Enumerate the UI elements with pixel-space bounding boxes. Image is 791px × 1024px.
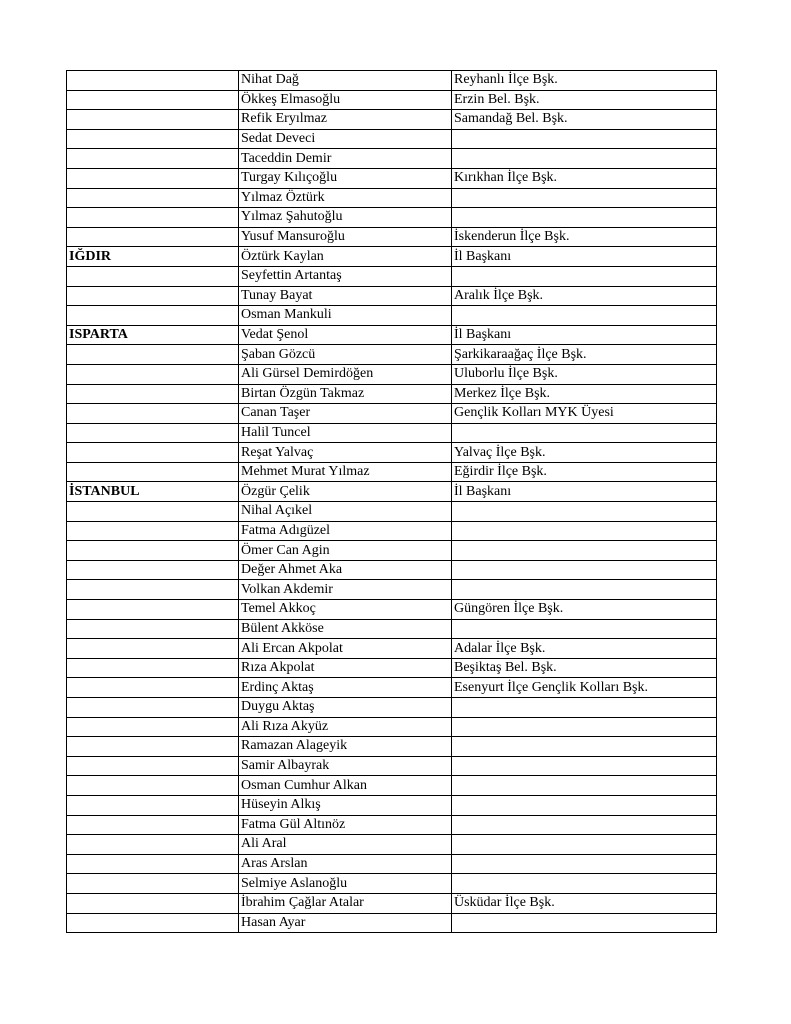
province-cell [67,717,239,737]
name-cell: Refik Eryılmaz [239,110,452,130]
name-cell: Reşat Yalvaç [239,443,452,463]
province-cell [67,90,239,110]
table-row [67,658,717,678]
table-row [67,306,717,326]
name-cell: Turgay Kılıçoğlu [239,168,452,188]
province-cell: IĞDIR [67,247,239,267]
name-cell: Taceddin Demir [239,149,452,169]
table-row [67,756,717,776]
name-cell: Rıza Akpolat [239,658,452,678]
roster-table-body [67,71,717,933]
province-cell [67,874,239,894]
name-cell: Halil Tuncel [239,423,452,443]
role-cell: Yalvaç İlçe Bşk. [452,443,717,463]
province-cell: İSTANBUL [67,482,239,502]
table-row [67,90,717,110]
table-row [67,364,717,384]
province-cell [67,913,239,933]
role-cell [452,619,717,639]
role-cell [452,502,717,522]
role-cell: Samandağ Bel. Bşk. [452,110,717,130]
province-cell [67,188,239,208]
role-cell [452,717,717,737]
table-row [67,502,717,522]
province-cell [67,815,239,835]
table-row [67,835,717,855]
name-cell: Öztürk Kaylan [239,247,452,267]
name-cell: Fatma Adıgüzel [239,521,452,541]
province-cell [67,580,239,600]
role-cell [452,756,717,776]
name-cell: Sedat Deveci [239,129,452,149]
name-cell: Fatma Gül Altınöz [239,815,452,835]
province-cell [67,776,239,796]
province-cell [67,521,239,541]
name-cell: Seyfettin Artantaş [239,266,452,286]
name-cell: Selmiye Aslanoğlu [239,874,452,894]
table-row [67,325,717,345]
name-cell: Duygu Aktaş [239,698,452,718]
name-cell: Yılmaz Öztürk [239,188,452,208]
province-cell [67,110,239,130]
province-cell [67,227,239,247]
table-row [67,521,717,541]
province-cell [67,266,239,286]
province-cell [67,384,239,404]
name-cell: Yusuf Mansuroğlu [239,227,452,247]
table-row [67,247,717,267]
role-cell: Eğirdir İlçe Bşk. [452,462,717,482]
province-cell [67,698,239,718]
name-cell: Birtan Özgün Takmaz [239,384,452,404]
province-cell [67,619,239,639]
name-cell: Ali Rıza Akyüz [239,717,452,737]
role-cell [452,795,717,815]
role-cell [452,306,717,326]
role-cell: İskenderun İlçe Bşk. [452,227,717,247]
name-cell: Ali Gürsel Demirdöğen [239,364,452,384]
table-row [67,913,717,933]
name-cell: Hasan Ayar [239,913,452,933]
role-cell [452,149,717,169]
province-cell [67,462,239,482]
table-row [67,795,717,815]
table-row [67,462,717,482]
table-row [67,815,717,835]
table-row [67,541,717,561]
province-cell [67,737,239,757]
table-row [67,893,717,913]
role-cell: Erzin Bel. Bşk. [452,90,717,110]
name-cell: Yılmaz Şahutoğlu [239,208,452,228]
province-cell [67,541,239,561]
name-cell: Ramazan Alageyik [239,737,452,757]
table-row [67,619,717,639]
name-cell: Aras Arslan [239,854,452,874]
name-cell: Ökkeş Elmasoğlu [239,90,452,110]
role-cell: Beşiktaş Bel. Bşk. [452,658,717,678]
role-cell: Merkez İlçe Bşk. [452,384,717,404]
province-cell [67,443,239,463]
name-cell: Hüseyin Alkış [239,795,452,815]
role-cell [452,266,717,286]
role-cell [452,913,717,933]
province-cell [67,835,239,855]
role-cell: Üsküdar İlçe Bşk. [452,893,717,913]
province-cell [67,560,239,580]
province-cell [67,795,239,815]
role-cell [452,698,717,718]
name-cell: Ali Aral [239,835,452,855]
role-cell: Gençlik Kolları MYK Üyesi [452,404,717,424]
name-cell: Vedat Şenol [239,325,452,345]
table-row [67,345,717,365]
table-row [67,737,717,757]
province-cell [67,129,239,149]
role-cell [452,815,717,835]
role-cell: Kırıkhan İlçe Bşk. [452,168,717,188]
province-cell [67,168,239,188]
province-cell [67,423,239,443]
role-cell [452,541,717,561]
table-row [67,639,717,659]
role-cell [452,776,717,796]
role-cell [452,737,717,757]
table-row [67,776,717,796]
name-cell: Şaban Gözcü [239,345,452,365]
province-cell [67,149,239,169]
table-row [67,580,717,600]
role-cell [452,835,717,855]
role-cell [452,874,717,894]
table-row [67,149,717,169]
province-cell [67,345,239,365]
table-row [67,717,717,737]
province-cell [67,286,239,306]
table-row [67,874,717,894]
name-cell: Volkan Akdemir [239,580,452,600]
role-cell [452,208,717,228]
table-row [67,110,717,130]
roster-table [66,70,717,933]
name-cell: Bülent Akköse [239,619,452,639]
table-row [67,404,717,424]
name-cell: Ali Ercan Akpolat [239,639,452,659]
role-cell [452,560,717,580]
province-cell [67,502,239,522]
table-row [67,188,717,208]
table-row [67,698,717,718]
name-cell: Nihal Açıkel [239,502,452,522]
name-cell: Tunay Bayat [239,286,452,306]
name-cell: Özgür Çelik [239,482,452,502]
role-cell: Esenyurt İlçe Gençlik Kolları Bşk. [452,678,717,698]
province-cell: ISPARTA [67,325,239,345]
role-cell: İl Başkanı [452,247,717,267]
province-cell [67,404,239,424]
name-cell: Erdinç Aktaş [239,678,452,698]
province-cell [67,893,239,913]
table-row [67,384,717,404]
province-cell [67,756,239,776]
table-row [67,423,717,443]
name-cell: Temel Akkoç [239,600,452,620]
name-cell: Canan Taşer [239,404,452,424]
province-cell [67,364,239,384]
table-row [67,227,717,247]
province-cell [67,600,239,620]
role-cell [452,423,717,443]
role-cell: Uluborlu İlçe Bşk. [452,364,717,384]
province-cell [67,639,239,659]
role-cell: Aralık İlçe Bşk. [452,286,717,306]
table-row [67,600,717,620]
province-cell [67,71,239,91]
role-cell [452,129,717,149]
name-cell: Samir Albayrak [239,756,452,776]
role-cell [452,521,717,541]
table-row [67,168,717,188]
role-cell: Reyhanlı İlçe Bşk. [452,71,717,91]
province-cell [67,854,239,874]
name-cell: Mehmet Murat Yılmaz [239,462,452,482]
role-cell: Adalar İlçe Bşk. [452,639,717,659]
role-cell: Şarkikaraağaç İlçe Bşk. [452,345,717,365]
role-cell: İl Başkanı [452,325,717,345]
name-cell: Osman Mankuli [239,306,452,326]
table-row [67,482,717,502]
role-cell [452,854,717,874]
province-cell [67,658,239,678]
role-cell [452,188,717,208]
name-cell: İbrahim Çağlar Atalar [239,893,452,913]
province-cell [67,306,239,326]
table-row [67,443,717,463]
table-row [67,71,717,91]
table-row [67,266,717,286]
table-row [67,560,717,580]
table-row [67,286,717,306]
role-cell [452,580,717,600]
province-cell [67,208,239,228]
name-cell: Değer Ahmet Aka [239,560,452,580]
table-row [67,129,717,149]
province-cell [67,678,239,698]
table-row [67,854,717,874]
table-row [67,208,717,228]
name-cell: Nihat Dağ [239,71,452,91]
role-cell: Güngören İlçe Bşk. [452,600,717,620]
name-cell: Osman Cumhur Alkan [239,776,452,796]
table-row [67,678,717,698]
name-cell: Ömer Can Agin [239,541,452,561]
role-cell: İl Başkanı [452,482,717,502]
